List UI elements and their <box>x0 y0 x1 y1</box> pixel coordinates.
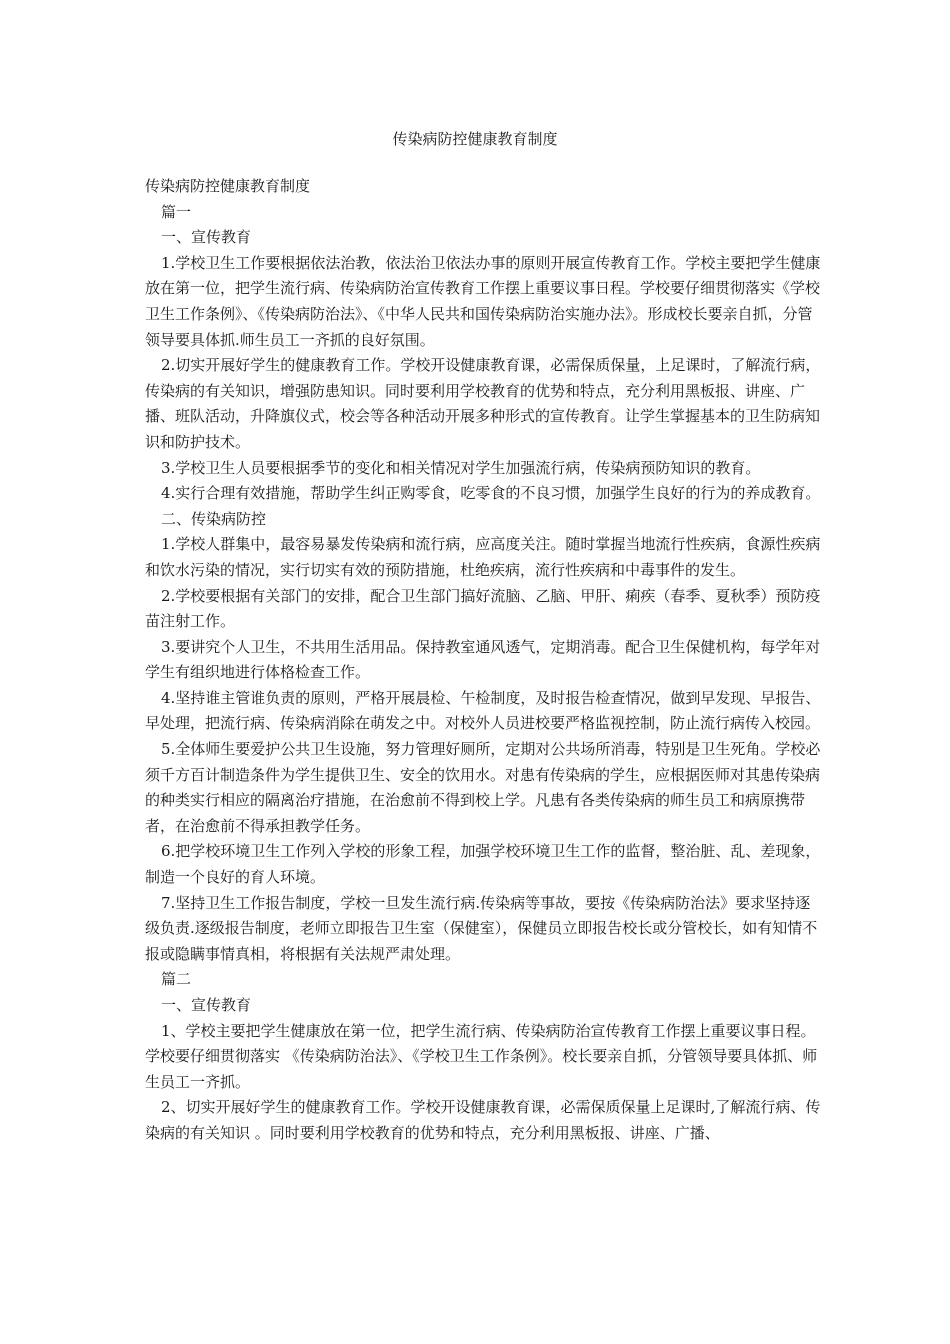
paragraph: 3.要讲究个人卫生，不共用生活用品。保持教室通风透气，定期消毒。配合卫生保健机构，每学年对学生有组织地进行体格检查工作。 <box>145 637 821 682</box>
paragraph: 一、宣传教育 <box>161 996 252 1014</box>
paragraph: 7.坚持卫生工作报告制度，学校一旦发生流行病.传染病等事故，要按《传染病防治法》要求坚持逐级负责.逐级报告制度，老师立即报告卫生室（保健室），保健员立即报告校长或分管校长，如有知情不报或隐瞒事情真相，将根据有关法规严肃处理。 <box>145 893 818 963</box>
paragraph: 4.实行合理有效措施，帮助学生纠正购零食，吃零食的不良习惯，加强学生良好的行为的养成教育。 <box>161 484 821 503</box>
paragraph: 篇二 <box>161 970 192 989</box>
paragraph: 3.学校卫生人员要根据季节的变化和相关情况对学生加强流行病，传染病预防知识的教育。 <box>161 458 761 477</box>
paragraph: 二、传染病防控 <box>161 509 267 528</box>
paragraph: 2、切实开展好学生的健康教育工作。学校开设健康教育课，必需保质保量上足课时,了解流行病、传染病的有关知识 。同时要利用学校教育的优势和特点，充分利用黑板报、讲座、广播、 <box>145 1098 821 1142</box>
paragraph: 6.把学校环境卫生工作列入学校的形象工程，加强学校环境卫生工作的监督，整治脏、乱、差现象，制造一个良好的育人环境。 <box>145 842 821 887</box>
paragraph: 一、宣传教育 <box>161 228 252 247</box>
paragraph: 2.学校要根据有关部门的安排，配合卫生部门搞好流脑、乙脑、甲肝、痢疾（春季、夏秋季）预防疫苗注射工作。 <box>145 586 821 631</box>
document-body <box>145 174 825 1147</box>
paragraph: 4.坚持谁主管谁负责的原则，严格开展晨检、午检制度，及时报告检查情况，做到早发现、早报告、早处理，把流行病、传染病消除在萌发之中。对校外人员进校要严格监视控制，防止流行病传入校园。 <box>145 688 821 733</box>
paragraph: 5.全体师生要爱护公共卫生设施，努力管理好厕所，定期对公共场所消毒，特别是卫生死角。学校必须千方百计制造条件为学生提供卫生、安全的饮用水。对患有传染病的学生，应根据医师对其患传染病的种类实行相应的隔离治疗措施，在治愈前不得到校上学。凡患有各类传染病的师生员工和病原携带者，在治愈前不得承担教学任务。 <box>145 740 821 835</box>
paragraph: 2.切实开展好学生的健康教育工作。学校开设健康教育课，必需保质保量，上足课时，了解流行病，传染病的有关知识，增强防患知识。同时要利用学校教育的优势和特点，充分利用黑板报、讲座、广播、班队活动，升降旗仪式，校会等各种活动开展多种形式的宣传教育。让学生掌握基本的卫生防病知识和防护技术。 <box>145 356 821 451</box>
page-title: 传染病防控健康教育制度 <box>392 130 558 148</box>
paragraph: 1.学校卫生工作要根据依法治教，依法治卫依法办事的原则开展宣传教育工作。学校主要把学生健康放在第一位，把学生流行病、传染病防治宣传教育工作摆上重要议事日程。学校要仔细贯彻落实《学校卫生工作条例》、《传染病防治法》、《中华人民共和国传染病防治实施办法》。形成校长要亲自抓，分管领导要具体抓.师生员工一齐抓的良好氛围。 <box>145 253 821 349</box>
paragraph: 1、学校主要把学生健康放在第一位，把学生流行病、传染病防治宣传教育工作摆上重要议事日程。学校要仔细贯彻落实 《传染病防治法》、《学校卫生工作条例》。校长要亲自抓，分管领导要具体抓、师生员工一齐抓。 <box>145 1021 818 1091</box>
paragraph: 篇一 <box>161 202 192 221</box>
document-subtitle: 传染病防控健康教育制度 <box>145 177 311 195</box>
paragraph: 1.学校人群集中，最容易暴发传染病和流行病，应高度关注。随时掌握当地流行性疾病，食源性疾病和饮水污染的情况，实行切实有效的预防措施，杜绝疾病，流行性疾病和中毒事件的发生。 <box>145 535 821 579</box>
